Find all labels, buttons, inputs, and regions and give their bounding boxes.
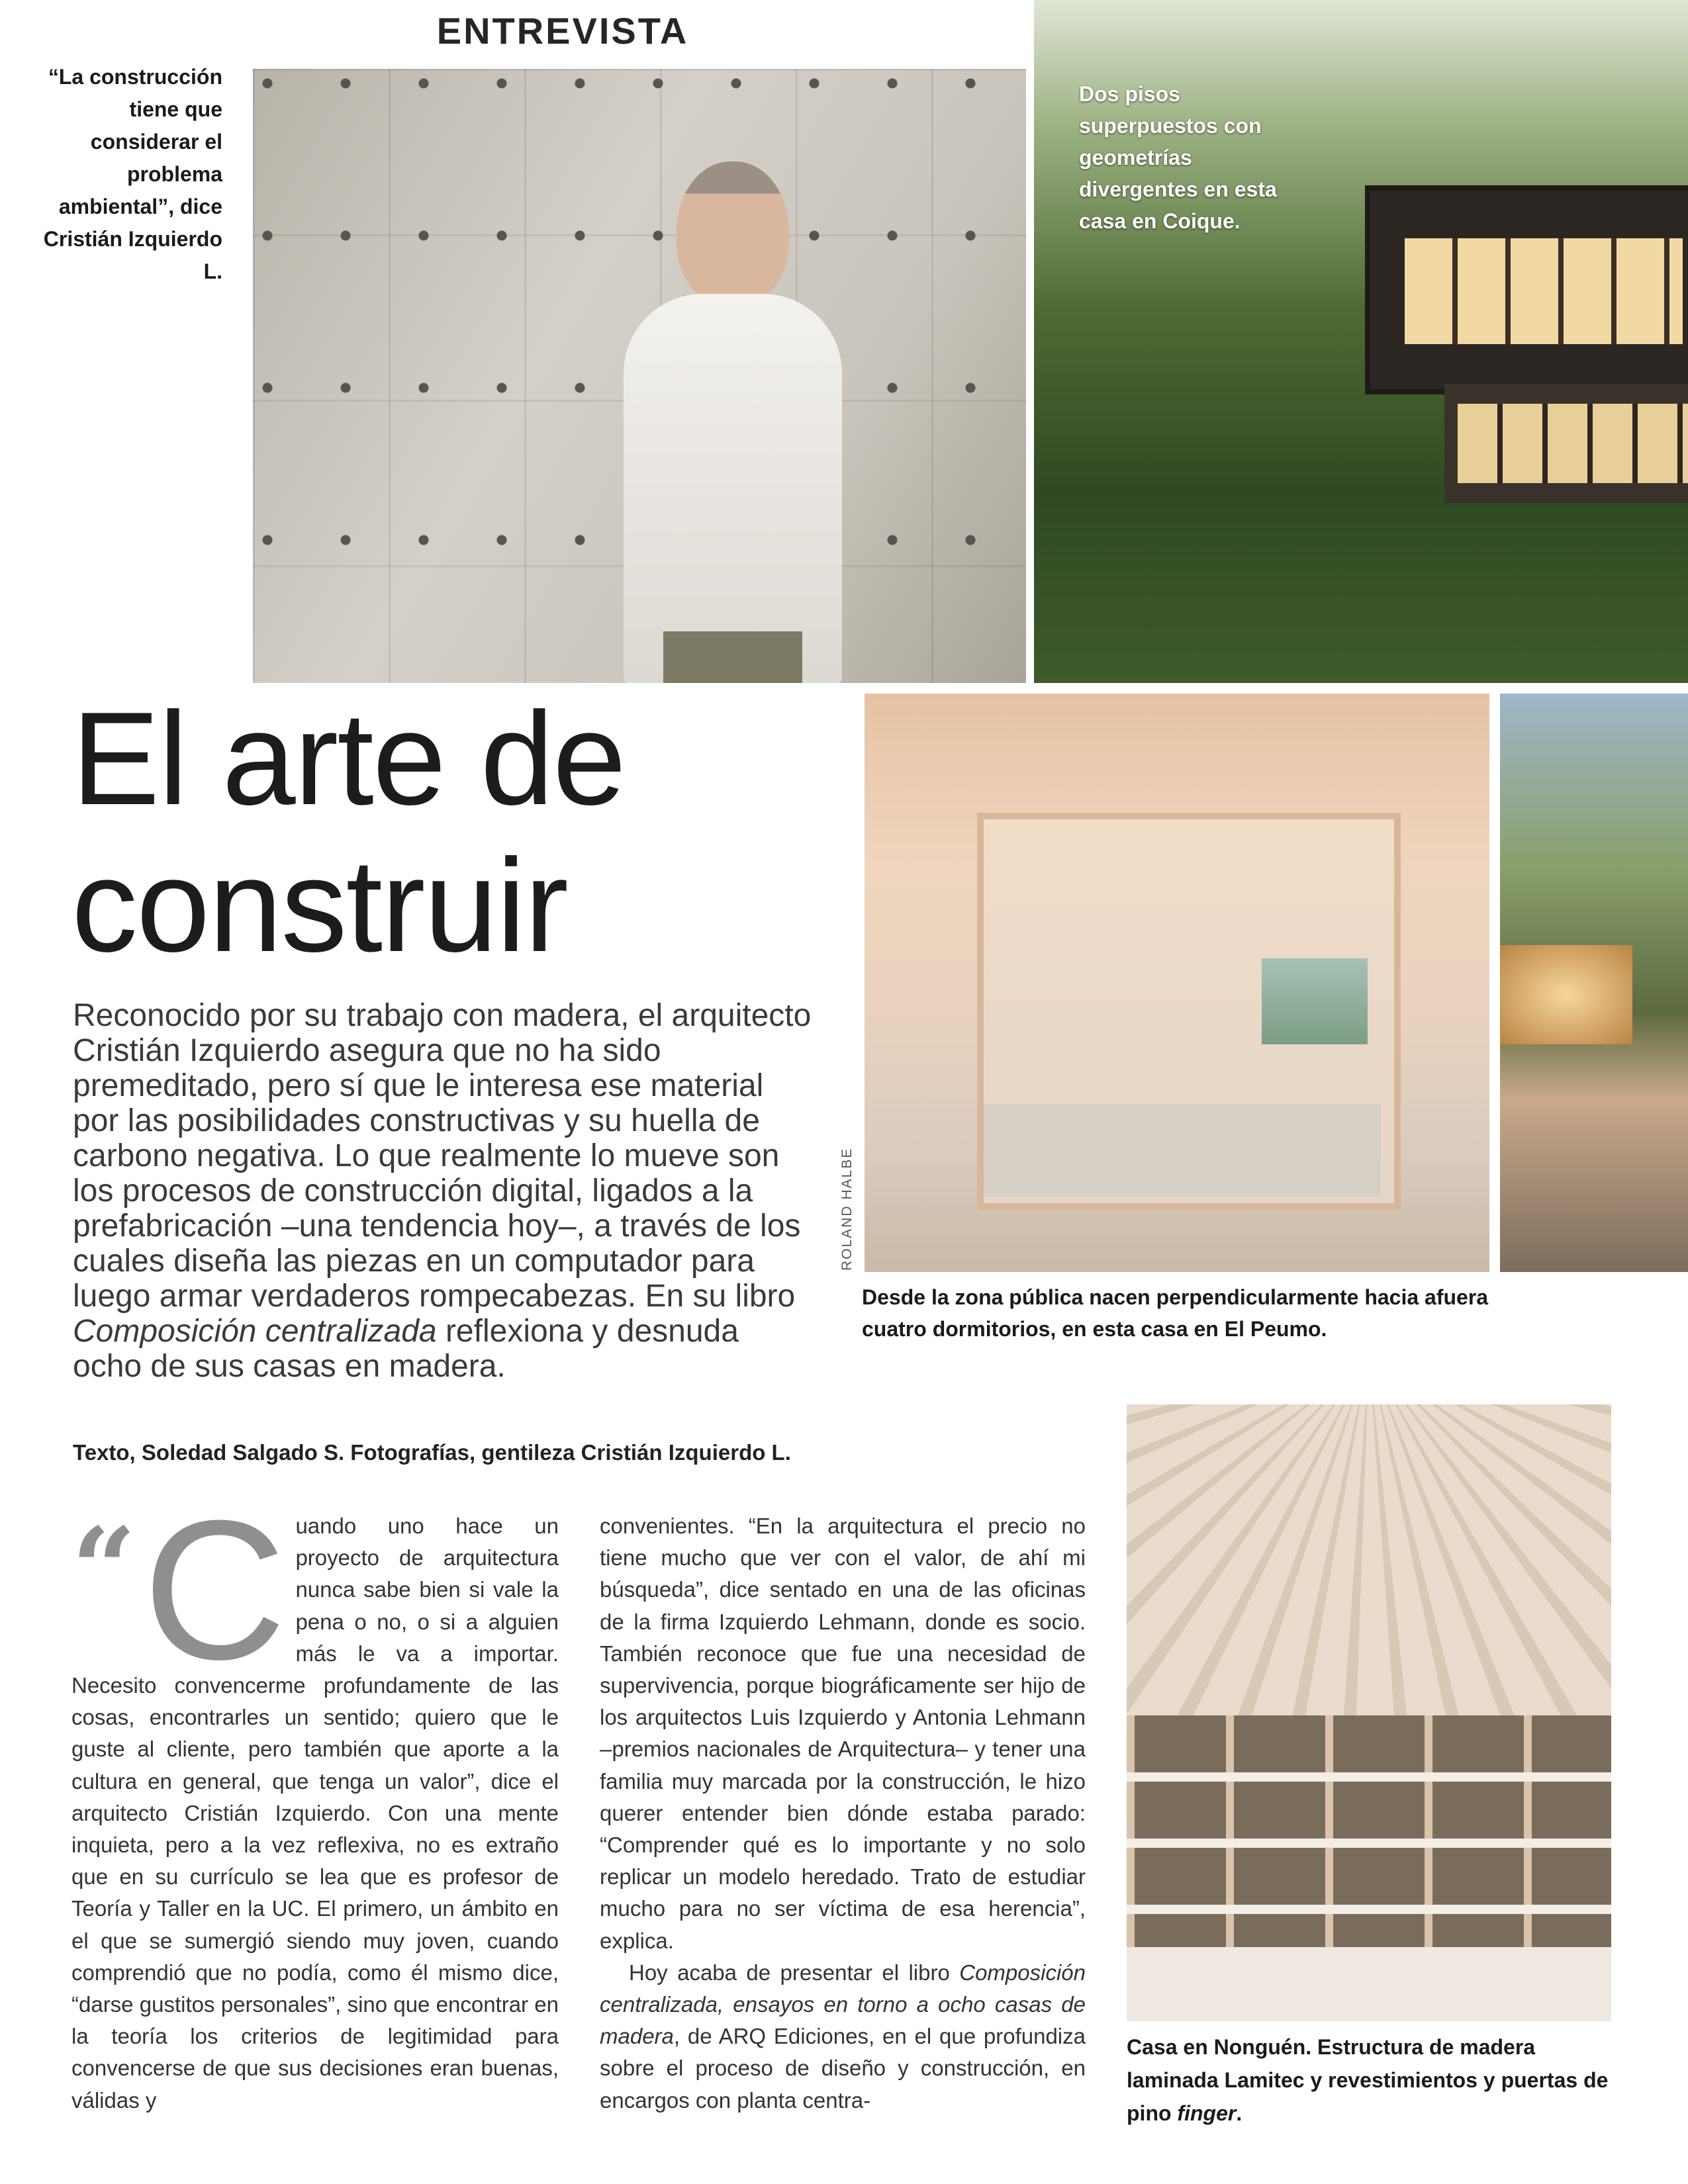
article-column-2 bbox=[600, 1510, 1086, 2116]
paragraph-2-start: Hoy acaba de presentar el libro bbox=[629, 1960, 960, 1985]
headline-line-2: construir bbox=[71, 832, 567, 979]
upper-windows-shape bbox=[1405, 238, 1683, 344]
coique-caption: Dos pisos superpuestos con geometrías divergentes en esta casa en Coique. bbox=[1079, 82, 1277, 233]
lead-part-1: Reconocido por su trabajo con madera, el arquitecto Cristián Izquierdo asegura que no ha sido premeditado, pero sí que le interesa ese material por las posibilidades constructivas y su huella de carbono negativa. Lo que realmente lo mueve son los procesos de construcción digital, ligados a la prefabricación –una tendencia hoy–, a través de los cuales diseña las piezas en un computador para luego armar verdaderos rompecabezas. En su libro bbox=[73, 998, 812, 1314]
floor-shape bbox=[984, 1104, 1381, 1197]
counter-shape bbox=[1127, 1947, 1611, 2021]
nonguen-kitchen-photo bbox=[1127, 1404, 1611, 2021]
book-full-title: Composición centralizada, ensayos en torno a ocho casas de madera bbox=[600, 1960, 1086, 2049]
lead-paragraph bbox=[73, 998, 814, 1384]
section-label: ENTREVISTA bbox=[436, 10, 689, 52]
el-peumo-interior-photo bbox=[865, 694, 1489, 1272]
person-head-shape bbox=[677, 161, 789, 307]
article-column-1 bbox=[71, 1479, 559, 2116]
person-trousers-shape bbox=[663, 631, 802, 683]
opening-quote-mark: “ bbox=[71, 1503, 136, 1635]
lead-book-title: Composición centralizada bbox=[73, 1314, 437, 1349]
person-shirt-shape bbox=[624, 294, 842, 683]
column-1-text: uando uno hace un proyecto de arquitectura nunca sabe bien si vale la pena o no, o si a alguien más le va a importar. Necesito convencerme profundamente de las cosas, encontrarles un sentido; quiero que le guste al cliente, pero también que aporte a la cultura en general, que tenga un valor”, dice el arquitecto Cristián Izquierdo. Con una mente inquieta, pero a la vez reflexiva, no es extraño que en su currículo se lea que es profesor de Teoría y Taller en la UC. El primero, un ámbito en el que se sumergió siendo muy joven, cuando comprendió que no podía, como él mismo dice, “darse gustitos personales”, sino que encontrar en la teoría los criterios de legitimidad para convencerse de que sus decisiones eran buenas, válidas y bbox=[71, 1514, 559, 2113]
column-2-paragraph-1: convenientes. “En la arquitectura el precio no tiene mucho que ver con el valor, de ahí mi búsqueda”, dice sentado en una de las oficinas de la firma Izquierdo Lehmann, donde es socio. También reconoce que fue una necesidad de supervivencia, porque biográficamente ser hijo de los arquitectos Luis Izquierdo y Antonia Lehmann –premios nacionales de Arquitectura– y tener una familia muy marcada por la construcción, le hizo querer entender bien dónde estaba parado: “Comprender qué es lo importante y no solo replicar un modelo heredado. Trato de estudiar mucho para no ser víctima de esa herencia”, explica. bbox=[600, 1514, 1086, 1953]
nonguen-caption-text: Casa en Nonguén. Estructura de madera laminada Lamitec y revestimientos y puertas de pino bbox=[1127, 2035, 1609, 2125]
lower-windows-shape bbox=[1458, 404, 1688, 483]
nonguen-caption-italic: finger bbox=[1177, 2101, 1237, 2125]
architect-portrait-photo bbox=[253, 69, 1026, 683]
nonguen-caption-end: . bbox=[1236, 2101, 1243, 2125]
column-2-paragraph-2 bbox=[600, 1957, 1086, 2116]
photo-credit-text: ROLAND HALBE bbox=[839, 1147, 855, 1271]
drop-cap: C bbox=[142, 1479, 287, 1701]
photo-credit bbox=[839, 1125, 866, 1271]
lead-part-2: reflexiona y desnuda ocho de sus casas en madera. bbox=[73, 1314, 739, 1384]
headline bbox=[71, 686, 853, 979]
side-exterior-photo bbox=[1500, 694, 1688, 1272]
portrait-caption: “La construcción tiene que considerar el problema ambiental”, dice Cristián Izquierdo L. bbox=[43, 65, 222, 283]
garden-window-shape bbox=[1262, 958, 1368, 1044]
peumo-caption: Desde la zona pública nacen perpendicularmente hacia afuera cuatro dormitorios, en esta casa en El Peumo. bbox=[862, 1285, 1489, 1341]
headline-line-1: El arte de bbox=[71, 685, 626, 833]
nonguen-caption bbox=[1127, 2030, 1630, 2130]
byline: Texto, Soledad Salgado S. Fotografías, gentileza Cristián Izquierdo L. bbox=[73, 1440, 791, 1465]
lit-window-shape bbox=[1500, 945, 1632, 1044]
paragraph-2-end: , de ARQ Ediciones, en el que profundiza sobre el proceso de diseño y construcción, en encargos con planta centra- bbox=[600, 2024, 1086, 2113]
